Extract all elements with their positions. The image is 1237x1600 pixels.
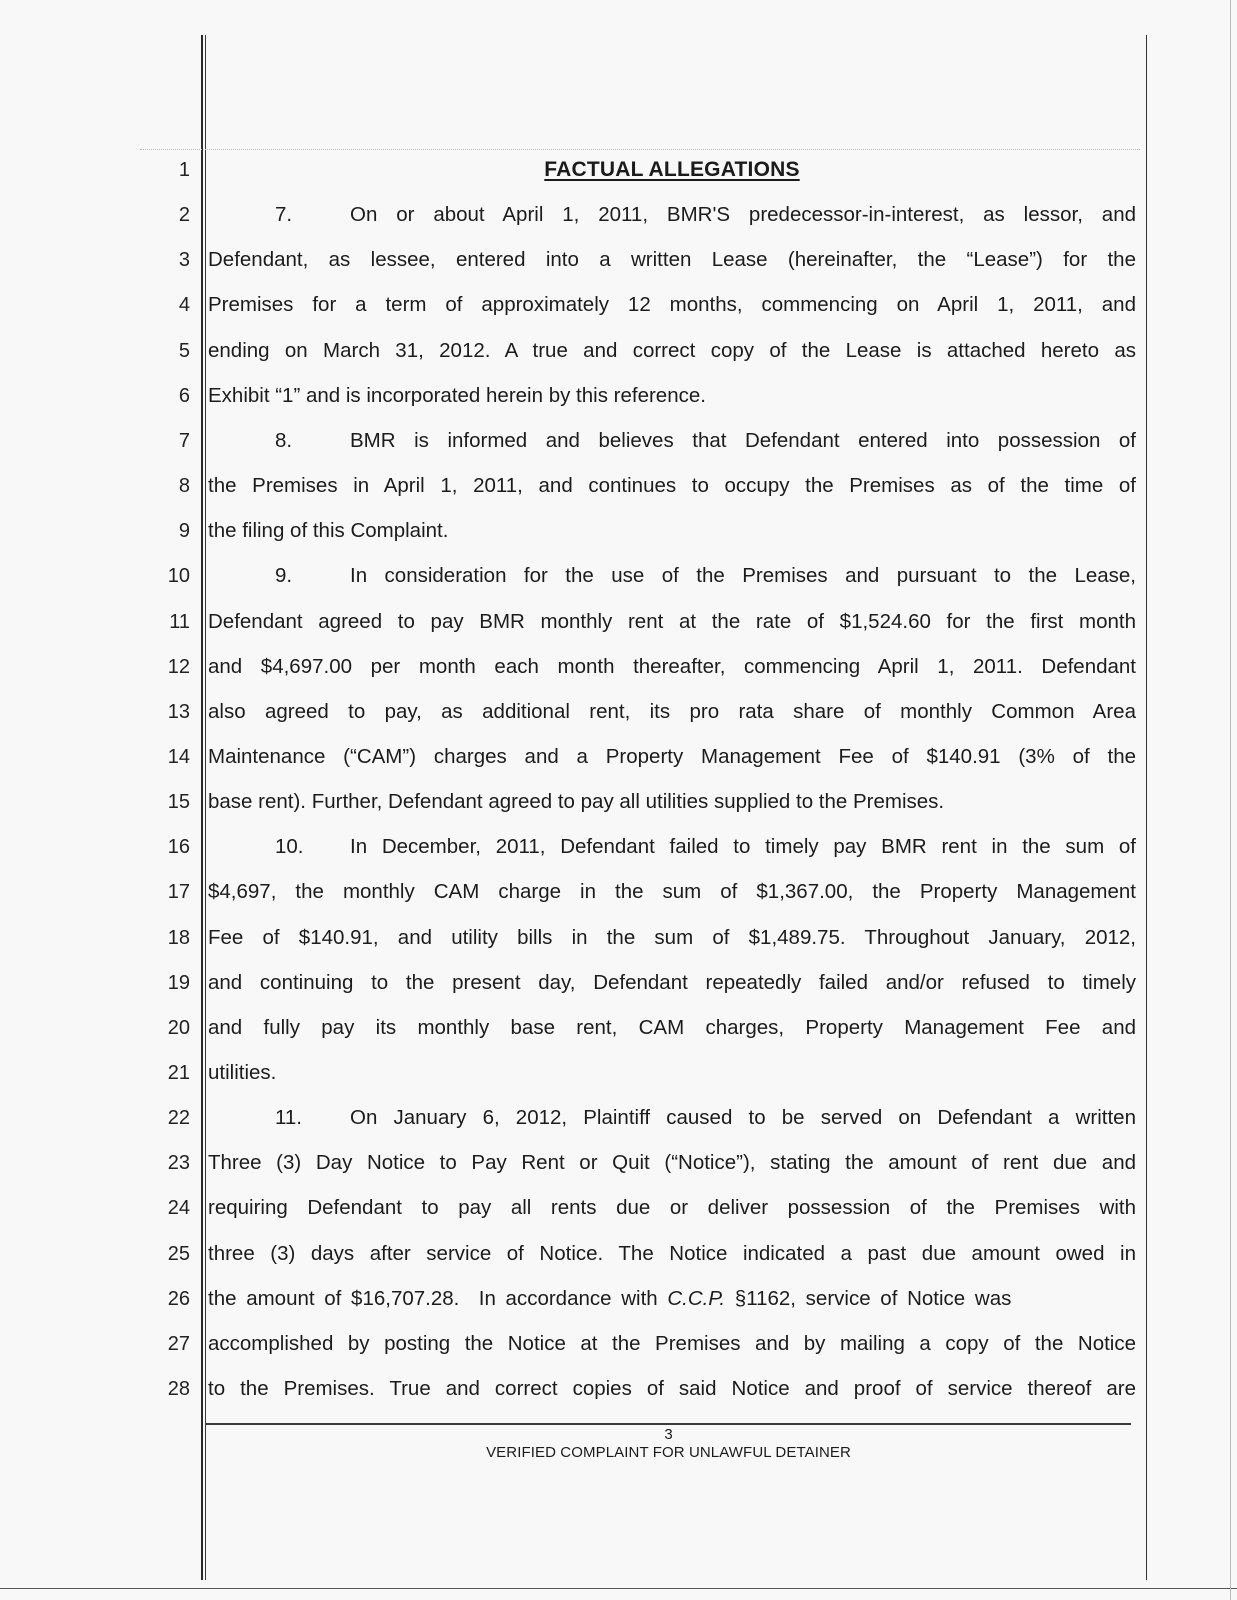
paragraph-text: BMR is informed and believes that Defendant entered into possession of [350, 428, 1136, 452]
left-margin-rule-inner [205, 35, 206, 1580]
text-line: utilities. [208, 1061, 277, 1084]
line-number: 14 [167, 745, 190, 768]
line-number: 22 [167, 1107, 190, 1130]
line-number: 25 [167, 1242, 190, 1265]
paragraph-text: On or about April 1, 2011, BMR'S predecessor-in-interest, as lessor, and [350, 203, 1136, 227]
bottom-page-edge [0, 1588, 1237, 1589]
line-number: 19 [167, 971, 190, 994]
footer-page-number: 3 [664, 1426, 673, 1443]
line-number: 7 [178, 429, 190, 452]
text-line: the Premises in April 1, 2011, and continues to occupy the Premises as of the time of [208, 474, 1136, 498]
text-line: and $4,697.00 per month each month thereafter, commencing April 1, 2011. Defendant [208, 654, 1136, 678]
line-number: 24 [167, 1197, 190, 1220]
scan-edge [1230, 0, 1231, 1600]
text-line: and fully pay its monthly base rent, CAM charges, Property Management Fee and [208, 1015, 1136, 1039]
text-line: Maintenance (“CAM”) charges and a Property Management Fee of $140.91 (3% of the [208, 744, 1136, 768]
right-margin-rule [1146, 35, 1147, 1580]
line-number: 21 [167, 1062, 190, 1084]
statute-citation: C.C.P. [667, 1286, 726, 1310]
line-number: 11 [169, 610, 190, 633]
line-number: 15 [167, 791, 190, 814]
text-line: and continuing to the present day, Defendant repeatedly failed and/or refused to timely [208, 970, 1136, 994]
text-line [208, 1106, 1136, 1130]
text-line [208, 203, 1136, 227]
text-line: Exhibit “1” and is incorporated herein by this reference. [208, 383, 706, 407]
line-number: 3 [178, 249, 190, 272]
line-number: 4 [178, 294, 190, 317]
text-line: $4,697, the monthly CAM charge in the sum of $1,367.00, the Property Management [208, 880, 1136, 904]
text-line: Fee of $140.91, and utility bills in the sum of $1,489.75. Throughout January, 2012, [208, 925, 1136, 949]
line-number: 1 [178, 159, 190, 181]
line-number: 18 [167, 926, 190, 949]
scan-artifact-dots [140, 149, 1140, 151]
paragraph-number: 11. [275, 1106, 302, 1130]
text-line: base rent). Further, Defendant agreed to pay all utilities supplied to the Premises. [208, 790, 945, 814]
line-number: 13 [167, 700, 190, 723]
line-number: 28 [167, 1378, 190, 1401]
text-line: accomplished by posting the Notice at the Premises and by mailing a copy of the Notice [208, 1331, 1136, 1355]
paragraph-number: 7. [275, 203, 293, 227]
text-line: to the Premises. True and correct copies of said Notice and proof of service thereof are [208, 1377, 1136, 1401]
text-line: ending on March 31, 2012. A true and correct copy of the Lease is attached hereto as [208, 338, 1136, 362]
paragraph-text: On January 6, 2012, Plaintiff caused to be served on Defendant a written [350, 1106, 1136, 1130]
text-line: Defendant, as lessee, entered into a written Lease (hereinafter, the “Lease”) for the [208, 248, 1136, 272]
text-line [208, 429, 1136, 453]
line-number: 27 [167, 1332, 190, 1355]
line-number: 5 [178, 339, 190, 362]
line-number: 6 [178, 384, 190, 407]
text-line: requiring Defendant to pay all rents due or deliver possession of the Premises with [208, 1196, 1136, 1220]
text-line: Premises for a term of approximately 12 months, commencing on April 1, 2011, and [208, 293, 1136, 317]
paragraph-text: In consideration for the use of the Premises and pursuant to the Lease, [350, 564, 1136, 588]
text-line [208, 1287, 1136, 1311]
section-heading: FACTUAL ALLEGATIONS [544, 158, 800, 181]
text-line [208, 835, 1136, 859]
text-line: Three (3) Day Notice to Pay Rent or Quit (“Notice”), stating the amount of rent due and [208, 1151, 1136, 1175]
line-number: 2 [178, 204, 190, 227]
text-segment: the amount of $16,707.28. In accordance with [208, 1286, 668, 1310]
paragraph-number: 8. [275, 428, 293, 452]
paragraph-text: In December, 2011, Defendant failed to timely pay BMR rent in the sum of [350, 835, 1136, 859]
text-segment: §1162, service of Notice was [725, 1286, 1012, 1310]
line-number: 26 [167, 1287, 190, 1310]
line-number: 10 [167, 565, 190, 588]
text-line: also agreed to pay, as additional rent, its pro rata share of monthly Common Area [208, 699, 1136, 723]
line-number: 23 [167, 1152, 190, 1175]
line-number: 12 [167, 655, 190, 678]
line-number: 9 [178, 520, 190, 543]
paragraph-number: 10. [275, 835, 304, 859]
text-line: the filing of this Complaint. [208, 519, 449, 543]
footer-rule [206, 1423, 1131, 1425]
paragraph-number: 9. [275, 564, 293, 588]
text-line: Defendant agreed to pay BMR monthly rent at the rate of $1,524.60 for the first month [208, 609, 1136, 633]
line-number: 17 [167, 881, 190, 904]
line-number: 8 [178, 475, 190, 498]
left-margin-rule [201, 35, 203, 1580]
text-line: three (3) days after service of Notice. The Notice indicated a past due amount owed in [208, 1241, 1136, 1265]
footer-document-title: VERIFIED COMPLAINT FOR UNLAWFUL DETAINER [486, 1444, 851, 1461]
line-number: 16 [167, 836, 190, 859]
line-number: 20 [167, 1016, 190, 1039]
text-line [208, 564, 1136, 588]
